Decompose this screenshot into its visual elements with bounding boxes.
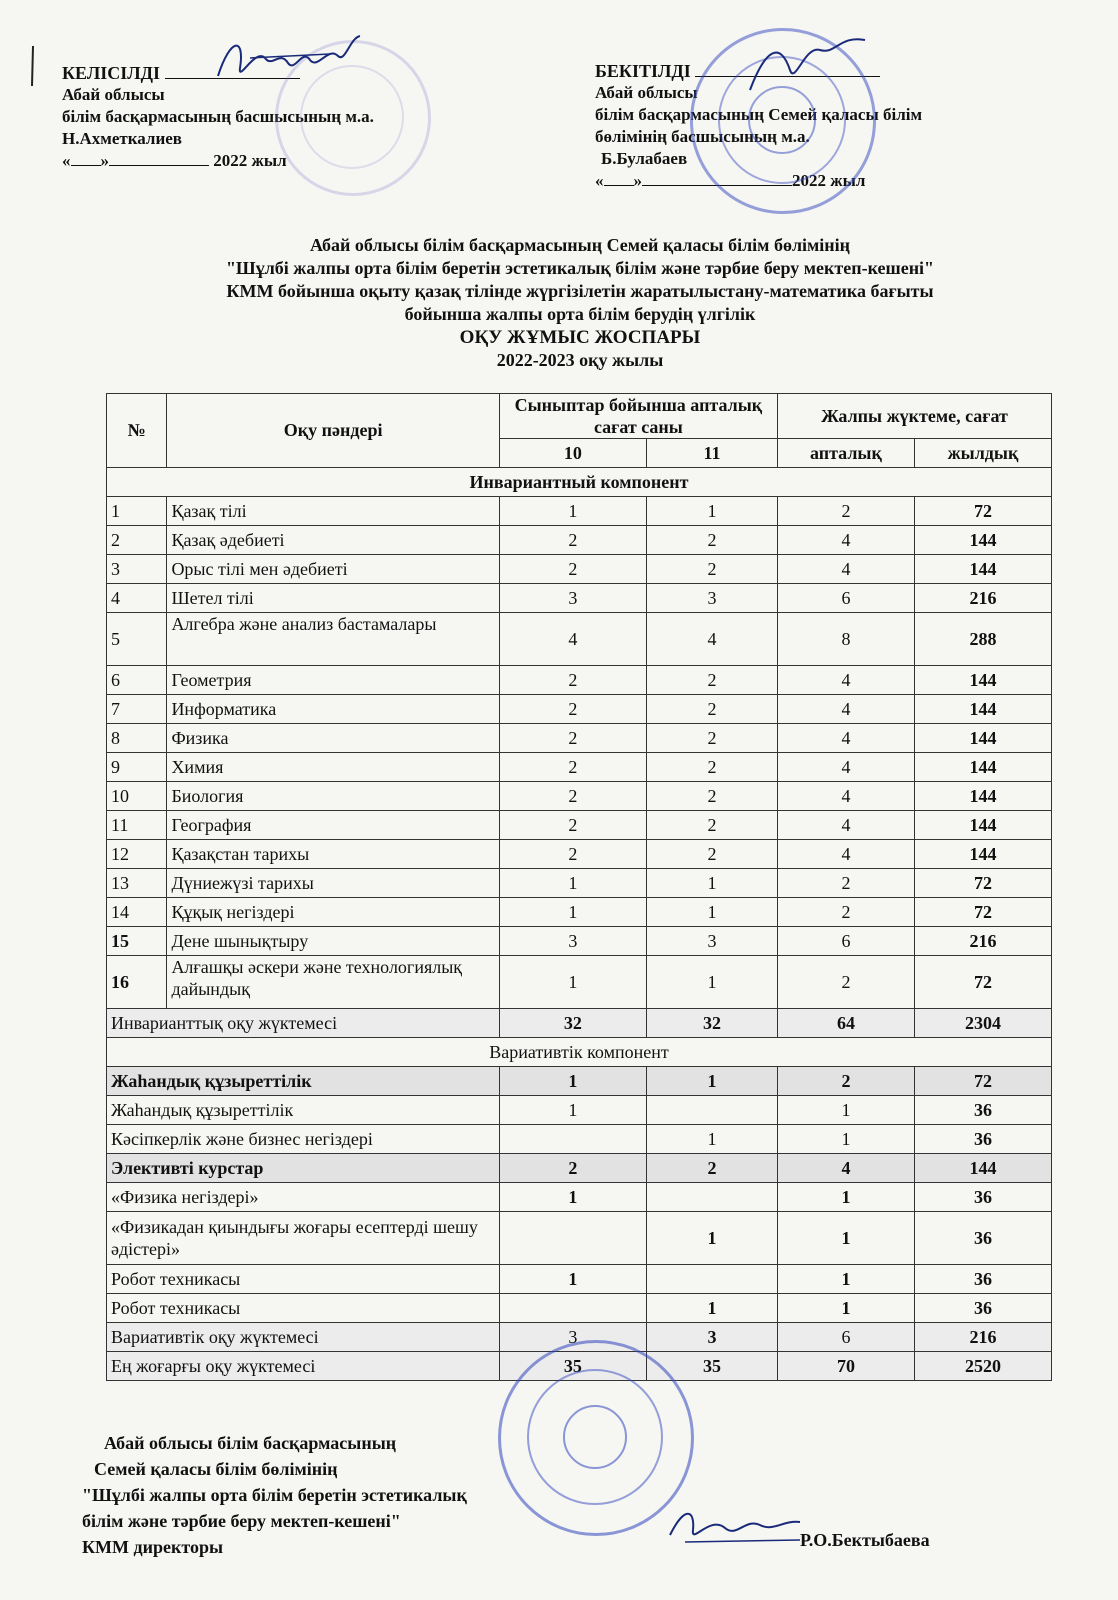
table-row [107,753,1052,782]
total-g11: 3 [646,1323,777,1352]
header-num: № [107,394,167,468]
total-row-invariant [107,1009,1052,1038]
table-row [107,584,1052,613]
approved-label: КЕЛІСІЛДІ [62,63,161,83]
grade11-hours: 1 [646,1125,777,1154]
subject-name: Қазақ әдебиеті [167,526,499,555]
row-number: 2 [107,526,167,555]
section-title-invariant: Инвариантный компонент [107,468,1052,497]
total-label: Инварианттық оқу жүктемесі [107,1009,500,1038]
yearly-hours: 36 [914,1212,1051,1265]
yearly-hours: 144 [914,840,1051,869]
group-row [107,1067,1052,1096]
yearly-hours: 72 [914,956,1051,1009]
yearly-hours: 144 [914,724,1051,753]
grade11-hours: 1 [646,1067,777,1096]
title-line-2: "Шұлбі жалпы орта білім беретін эстетикалық білім және тәрбие беру мектеп-кешені" [225,258,935,278]
grade10-hours: 2 [499,555,646,584]
header-weekly: апталық [777,439,914,468]
row-number: 3 [107,555,167,584]
table-row [107,1125,1052,1154]
grade11-hours: 4 [646,613,777,666]
table-row [107,1096,1052,1125]
table-row [107,1265,1052,1294]
grade11-hours: 2 [646,526,777,555]
subject-name: Робот техникасы [107,1265,500,1294]
grade11-hours: 2 [646,1154,777,1183]
subject-name: Геометрия [167,666,499,695]
row-number: 7 [107,695,167,724]
subject-name: «Физика негіздері» [107,1183,500,1212]
group-row [107,1154,1052,1183]
subject-name: Биология [167,782,499,811]
table-row [107,1212,1052,1265]
header-total-load: Жалпы жүктеме, сағат [777,394,1051,439]
grade10-hours: 2 [499,695,646,724]
subject-name: Жаһандық құзыреттілік [107,1067,500,1096]
yearly-hours: 72 [914,497,1051,526]
signature-left [210,28,370,88]
grade10-hours: 1 [499,956,646,1009]
grade11-hours: 2 [646,811,777,840]
subject-name: «Физикадан қиындығы жоғары есептерді шешу әдістері» [107,1212,500,1265]
table-row [107,695,1052,724]
region-label: Абай облысы [595,83,698,102]
row-number: 15 [107,927,167,956]
grade10-hours [499,1212,646,1265]
grade10-hours [499,1125,646,1154]
grade10-hours: 2 [499,811,646,840]
weekly-hours: 4 [777,811,914,840]
weekly-hours: 4 [777,753,914,782]
subject-name: Жаһандық құзыреттілік [107,1096,500,1125]
weekly-hours: 2 [777,898,914,927]
table-row [107,811,1052,840]
grade10-hours: 2 [499,666,646,695]
grade10-hours: 1 [499,1265,646,1294]
yearly-hours: 36 [914,1096,1051,1125]
max-g10: 35 [499,1352,646,1381]
weekly-hours: 1 [777,1294,914,1323]
weekly-hours: 4 [777,666,914,695]
weekly-hours: 1 [777,1212,914,1265]
weekly-hours: 4 [777,840,914,869]
total-label: Вариативтік оқу жүктемесі [107,1323,500,1352]
subject-name: Орыс тілі мен әдебиеті [167,555,499,584]
subject-name: Қазақ тілі [167,497,499,526]
yearly-hours: 36 [914,1183,1051,1212]
total-g10: 3 [499,1323,646,1352]
region-label: Абай облысы [62,85,165,104]
row-number: 4 [107,584,167,613]
grade10-hours: 1 [499,869,646,898]
grade11-hours [646,1265,777,1294]
table-row [107,724,1052,753]
grade10-hours: 1 [499,1183,646,1212]
subject-name: Кәсіпкерлік және бизнес негіздері [107,1125,500,1154]
table-row [107,497,1052,526]
yearly-hours: 72 [914,898,1051,927]
grade10-hours: 3 [499,584,646,613]
yearly-hours: 144 [914,555,1051,584]
subject-name: Дүниежүзі тарихы [167,869,499,898]
footer-line-2: Семей қаласы білім бөлімінің [94,1459,338,1479]
grade10-hours: 2 [499,782,646,811]
weekly-hours: 6 [777,927,914,956]
weekly-hours: 4 [777,1154,914,1183]
table-row [107,782,1052,811]
subject-name: Информатика [167,695,499,724]
table-row [107,555,1052,584]
total-week: 6 [777,1323,914,1352]
max-g11: 35 [646,1352,777,1381]
yearly-hours: 144 [914,695,1051,724]
yearly-hours: 72 [914,869,1051,898]
grade10-hours: 2 [499,1154,646,1183]
weekly-hours: 4 [777,526,914,555]
invariant-section [107,468,1052,1009]
subject-name: Дене шынықтыру [167,927,499,956]
table-row [107,956,1052,1009]
total-g11: 32 [646,1009,777,1038]
row-number: 9 [107,753,167,782]
grade11-hours: 3 [646,927,777,956]
grade11-hours: 1 [646,1294,777,1323]
weekly-hours: 1 [777,1096,914,1125]
grade11-hours [646,1183,777,1212]
subject-name: Шетел тілі [167,584,499,613]
weekly-hours: 4 [777,695,914,724]
grade10-hours: 1 [499,497,646,526]
max-week: 70 [777,1352,914,1381]
director-name: Р.О.Бектыбаева [800,1530,930,1550]
footer-line-4: білім және тәрбие беру мектеп-кешені" [82,1511,401,1531]
weekly-hours: 8 [777,613,914,666]
grade11-hours: 2 [646,840,777,869]
curriculum-table [106,393,1052,1381]
subject-name: Робот техникасы [107,1294,500,1323]
table-row [107,869,1052,898]
total-g10: 32 [499,1009,646,1038]
header-subjects: Оқу пәндері [167,394,499,468]
variative-section [107,1067,1052,1323]
title-line-3: КММ бойынша оқыту қазақ тілінде жүргізілетін жаратылыстану-математика бағыты [226,281,934,301]
date-line: « » 2022 жыл [595,171,866,190]
grade11-hours: 1 [646,1212,777,1265]
position-label: білім басқармасының Семей қаласы білім [595,105,923,124]
margin-mark [30,46,36,86]
table-row [107,927,1052,956]
row-number: 5 [107,613,167,666]
header-weekly-by-class: Сыныптар бойынша апталық сағат саны [499,394,777,439]
weekly-hours: 4 [777,782,914,811]
yearly-hours: 144 [914,811,1051,840]
grade11-hours: 3 [646,584,777,613]
yearly-hours: 216 [914,584,1051,613]
total-year: 216 [914,1323,1051,1352]
weekly-hours: 2 [777,1067,914,1096]
yearly-hours: 144 [914,526,1051,555]
title-main: ОҚУ ЖҰМЫС ЖОСПАРЫ [459,327,701,348]
grade11-hours: 2 [646,666,777,695]
grade10-hours: 2 [499,753,646,782]
section-title-variative: Вариативтік компонент [107,1038,1052,1067]
grade11-hours: 2 [646,724,777,753]
footer-line-3: "Шұлбі жалпы орта білім беретін эстетикалық [82,1485,467,1505]
signature-director [665,1500,805,1550]
header-yearly: жылдық [914,439,1051,468]
subject-name: Қазақстан тарихы [167,840,499,869]
yearly-hours: 216 [914,927,1051,956]
grade11-hours: 2 [646,695,777,724]
official-name: Б.Булабаев [601,149,688,168]
grade10-hours: 2 [499,526,646,555]
grade10-hours: 1 [499,1096,646,1125]
position-label-2: бөлімінің басшысының м.а. [595,127,810,146]
row-number: 10 [107,782,167,811]
grade10-hours: 4 [499,613,646,666]
table-row [107,613,1052,666]
weekly-hours: 2 [777,956,914,1009]
approved-label: БЕКІТІЛДІ [595,61,691,81]
academic-year: 2022-2023 оқу жылы [496,350,664,370]
grade10-hours: 2 [499,840,646,869]
grade10-hours: 3 [499,927,646,956]
signature-right [740,30,880,100]
row-number: 13 [107,869,167,898]
weekly-hours: 6 [777,584,914,613]
subject-name: Химия [167,753,499,782]
subject-name: География [167,811,499,840]
subject-name: Алгебра және анализ бастамалары [167,613,499,666]
weekly-hours: 2 [777,497,914,526]
yearly-hours: 72 [914,1067,1051,1096]
subject-name: Физика [167,724,499,753]
weekly-hours: 1 [777,1183,914,1212]
grade11-hours: 1 [646,898,777,927]
total-year: 2304 [914,1009,1051,1038]
yearly-hours: 144 [914,1154,1051,1183]
table-row [107,526,1052,555]
row-number: 1 [107,497,167,526]
grade11-hours: 2 [646,555,777,584]
grade11-hours: 1 [646,956,777,1009]
grade10-hours: 2 [499,724,646,753]
title-line-4: бойынша жалпы орта білім берудің үлгілік [404,304,756,324]
header-grade-11: 11 [646,439,777,468]
total-week: 64 [777,1009,914,1038]
title-line-1: Абай облысы білім басқармасының Семей қаласы білім бөлімінің [309,235,851,255]
weekly-hours: 4 [777,555,914,584]
weekly-hours: 2 [777,869,914,898]
grade11-hours [646,1096,777,1125]
grade10-hours [499,1294,646,1323]
grade11-hours: 1 [646,497,777,526]
grade10-hours: 1 [499,1067,646,1096]
footer-line-1: Абай облысы білім басқармасының [104,1433,397,1453]
grade11-hours: 1 [646,869,777,898]
table-row [107,666,1052,695]
row-number: 6 [107,666,167,695]
row-number: 12 [107,840,167,869]
footer-signature-block [82,1430,642,1560]
weekly-hours: 1 [777,1125,914,1154]
max-label: Ең жоғарғы оқу жүктемесі [107,1352,500,1381]
row-number: 11 [107,811,167,840]
yearly-hours: 288 [914,613,1051,666]
yearly-hours: 36 [914,1265,1051,1294]
subject-name: Элективті курстар [107,1154,500,1183]
footer-line-5: КММ директоры [82,1537,224,1557]
official-name: Н.Ахметкалиев [62,129,182,148]
row-number: 8 [107,724,167,753]
header-grade-10: 10 [499,439,646,468]
grade11-hours: 2 [646,782,777,811]
yearly-hours: 144 [914,782,1051,811]
yearly-hours: 144 [914,666,1051,695]
weekly-hours: 1 [777,1265,914,1294]
invariant-total-section [107,1009,1052,1067]
date-line: « » 2022 жыл [62,151,287,170]
max-year: 2520 [914,1352,1051,1381]
grade10-hours: 1 [499,898,646,927]
row-number: 16 [107,956,167,1009]
grade11-hours: 2 [646,753,777,782]
yearly-hours: 36 [914,1294,1051,1323]
table-row [107,1294,1052,1323]
row-number: 14 [107,898,167,927]
position-label: білім басқармасының басшысының м.а. [62,107,374,126]
table-row [107,840,1052,869]
document-title [60,234,1100,372]
yearly-hours: 144 [914,753,1051,782]
table-row [107,898,1052,927]
table-row [107,1183,1052,1212]
subject-name: Құқық негіздері [167,898,499,927]
subject-name: Алғашқы әскери және технологиялық дайындық [167,956,499,1009]
weekly-hours: 4 [777,724,914,753]
yearly-hours: 36 [914,1125,1051,1154]
